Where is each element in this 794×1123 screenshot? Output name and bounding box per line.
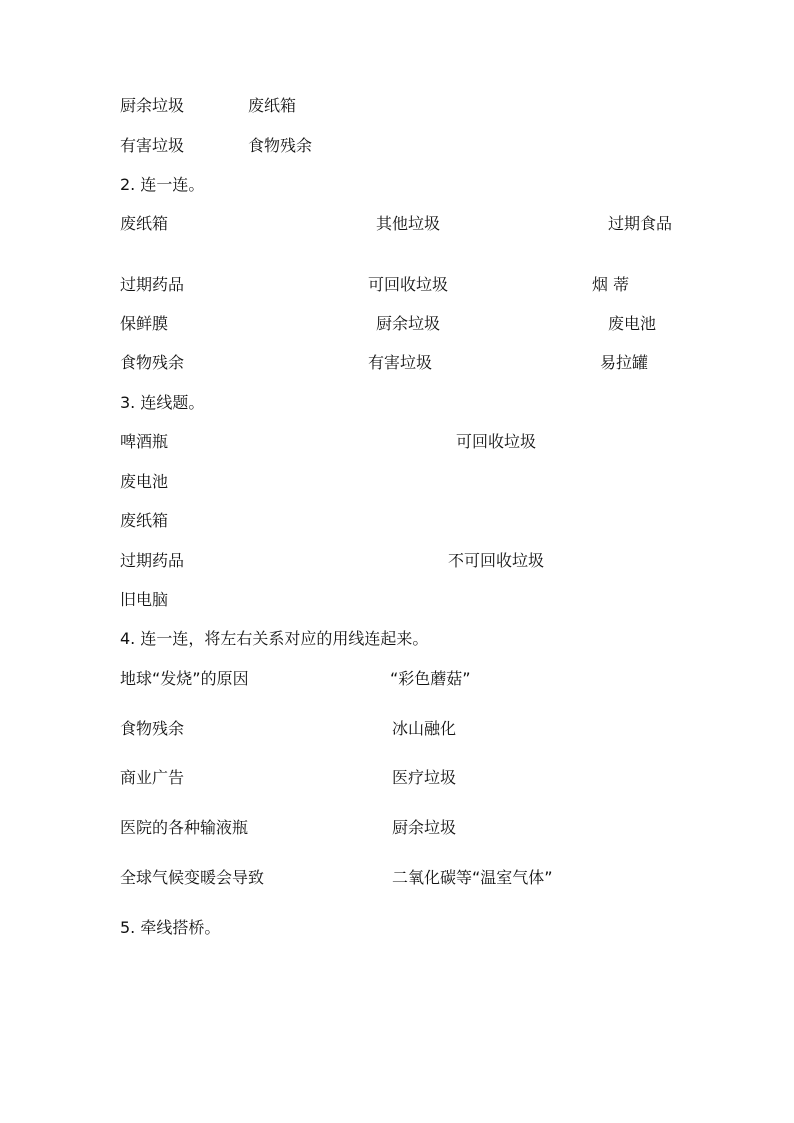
- s4-r5-left: 全球气候变暖会导致: [120, 868, 265, 887]
- s4-r4-left: 医院的各种输液瓶: [120, 818, 249, 837]
- s2-r4-c1: 食物残余: [120, 353, 185, 372]
- s4-r2-right: 冰山融化: [392, 719, 457, 738]
- s1-row2-left: 有害垃圾: [120, 136, 185, 155]
- s3-right-item: 不可回收垃圾: [448, 551, 545, 570]
- s3-left-item: 旧电脑: [120, 590, 169, 609]
- s4-heading: 4. 连一连，将左右关系对应的用线连起来。: [120, 629, 429, 648]
- s4-r3-left: 商业广告: [120, 768, 185, 787]
- s2-heading: 2. 连一连。: [120, 175, 205, 194]
- s4-r4-right: 厨余垃圾: [392, 818, 457, 837]
- s2-r2-c1: 过期药品: [120, 275, 185, 294]
- s1-row1-left: 厨余垃圾: [120, 96, 185, 115]
- s2-r1-c1: 废纸箱: [120, 214, 169, 233]
- s2-r4-c2: 有害垃圾: [368, 353, 433, 372]
- s2-r2-c2: 可回收垃圾: [368, 275, 449, 294]
- s2-r3-c1: 保鲜膜: [120, 314, 169, 333]
- s3-left-item: 废纸箱: [120, 511, 169, 530]
- s2-r3-c2: 厨余垃圾: [376, 314, 441, 333]
- s3-heading: 3. 连线题。: [120, 393, 205, 412]
- s3-left-item: 过期药品: [120, 551, 185, 570]
- s4-r3-right: 医疗垃圾: [392, 768, 457, 787]
- s3-right-item: 可回收垃圾: [456, 432, 537, 451]
- s1-row2-right: 食物残余: [248, 136, 313, 155]
- s1-row1-right: 废纸箱: [248, 96, 297, 115]
- s3-left-item: 啤酒瓶: [120, 432, 169, 451]
- s2-r4-c3: 易拉罐: [600, 353, 649, 372]
- s2-r2-c3: 烟 蒂: [592, 275, 630, 294]
- s4-r1-right: “彩色蘑菇”: [390, 669, 471, 688]
- s2-r1-c3: 过期食品: [608, 214, 673, 233]
- s4-r1-left: 地球“发烧”的原因: [120, 669, 249, 688]
- s3-left-item: 废电池: [120, 472, 169, 491]
- s2-r1-c2: 其他垃圾: [376, 214, 441, 233]
- s2-r3-c3: 废电池: [608, 314, 657, 333]
- s5-heading: 5. 牵线搭桥。: [120, 918, 221, 937]
- s4-r5-right: 二氧化碳等“温室气体”: [392, 868, 553, 887]
- s4-r2-left: 食物残余: [120, 719, 185, 738]
